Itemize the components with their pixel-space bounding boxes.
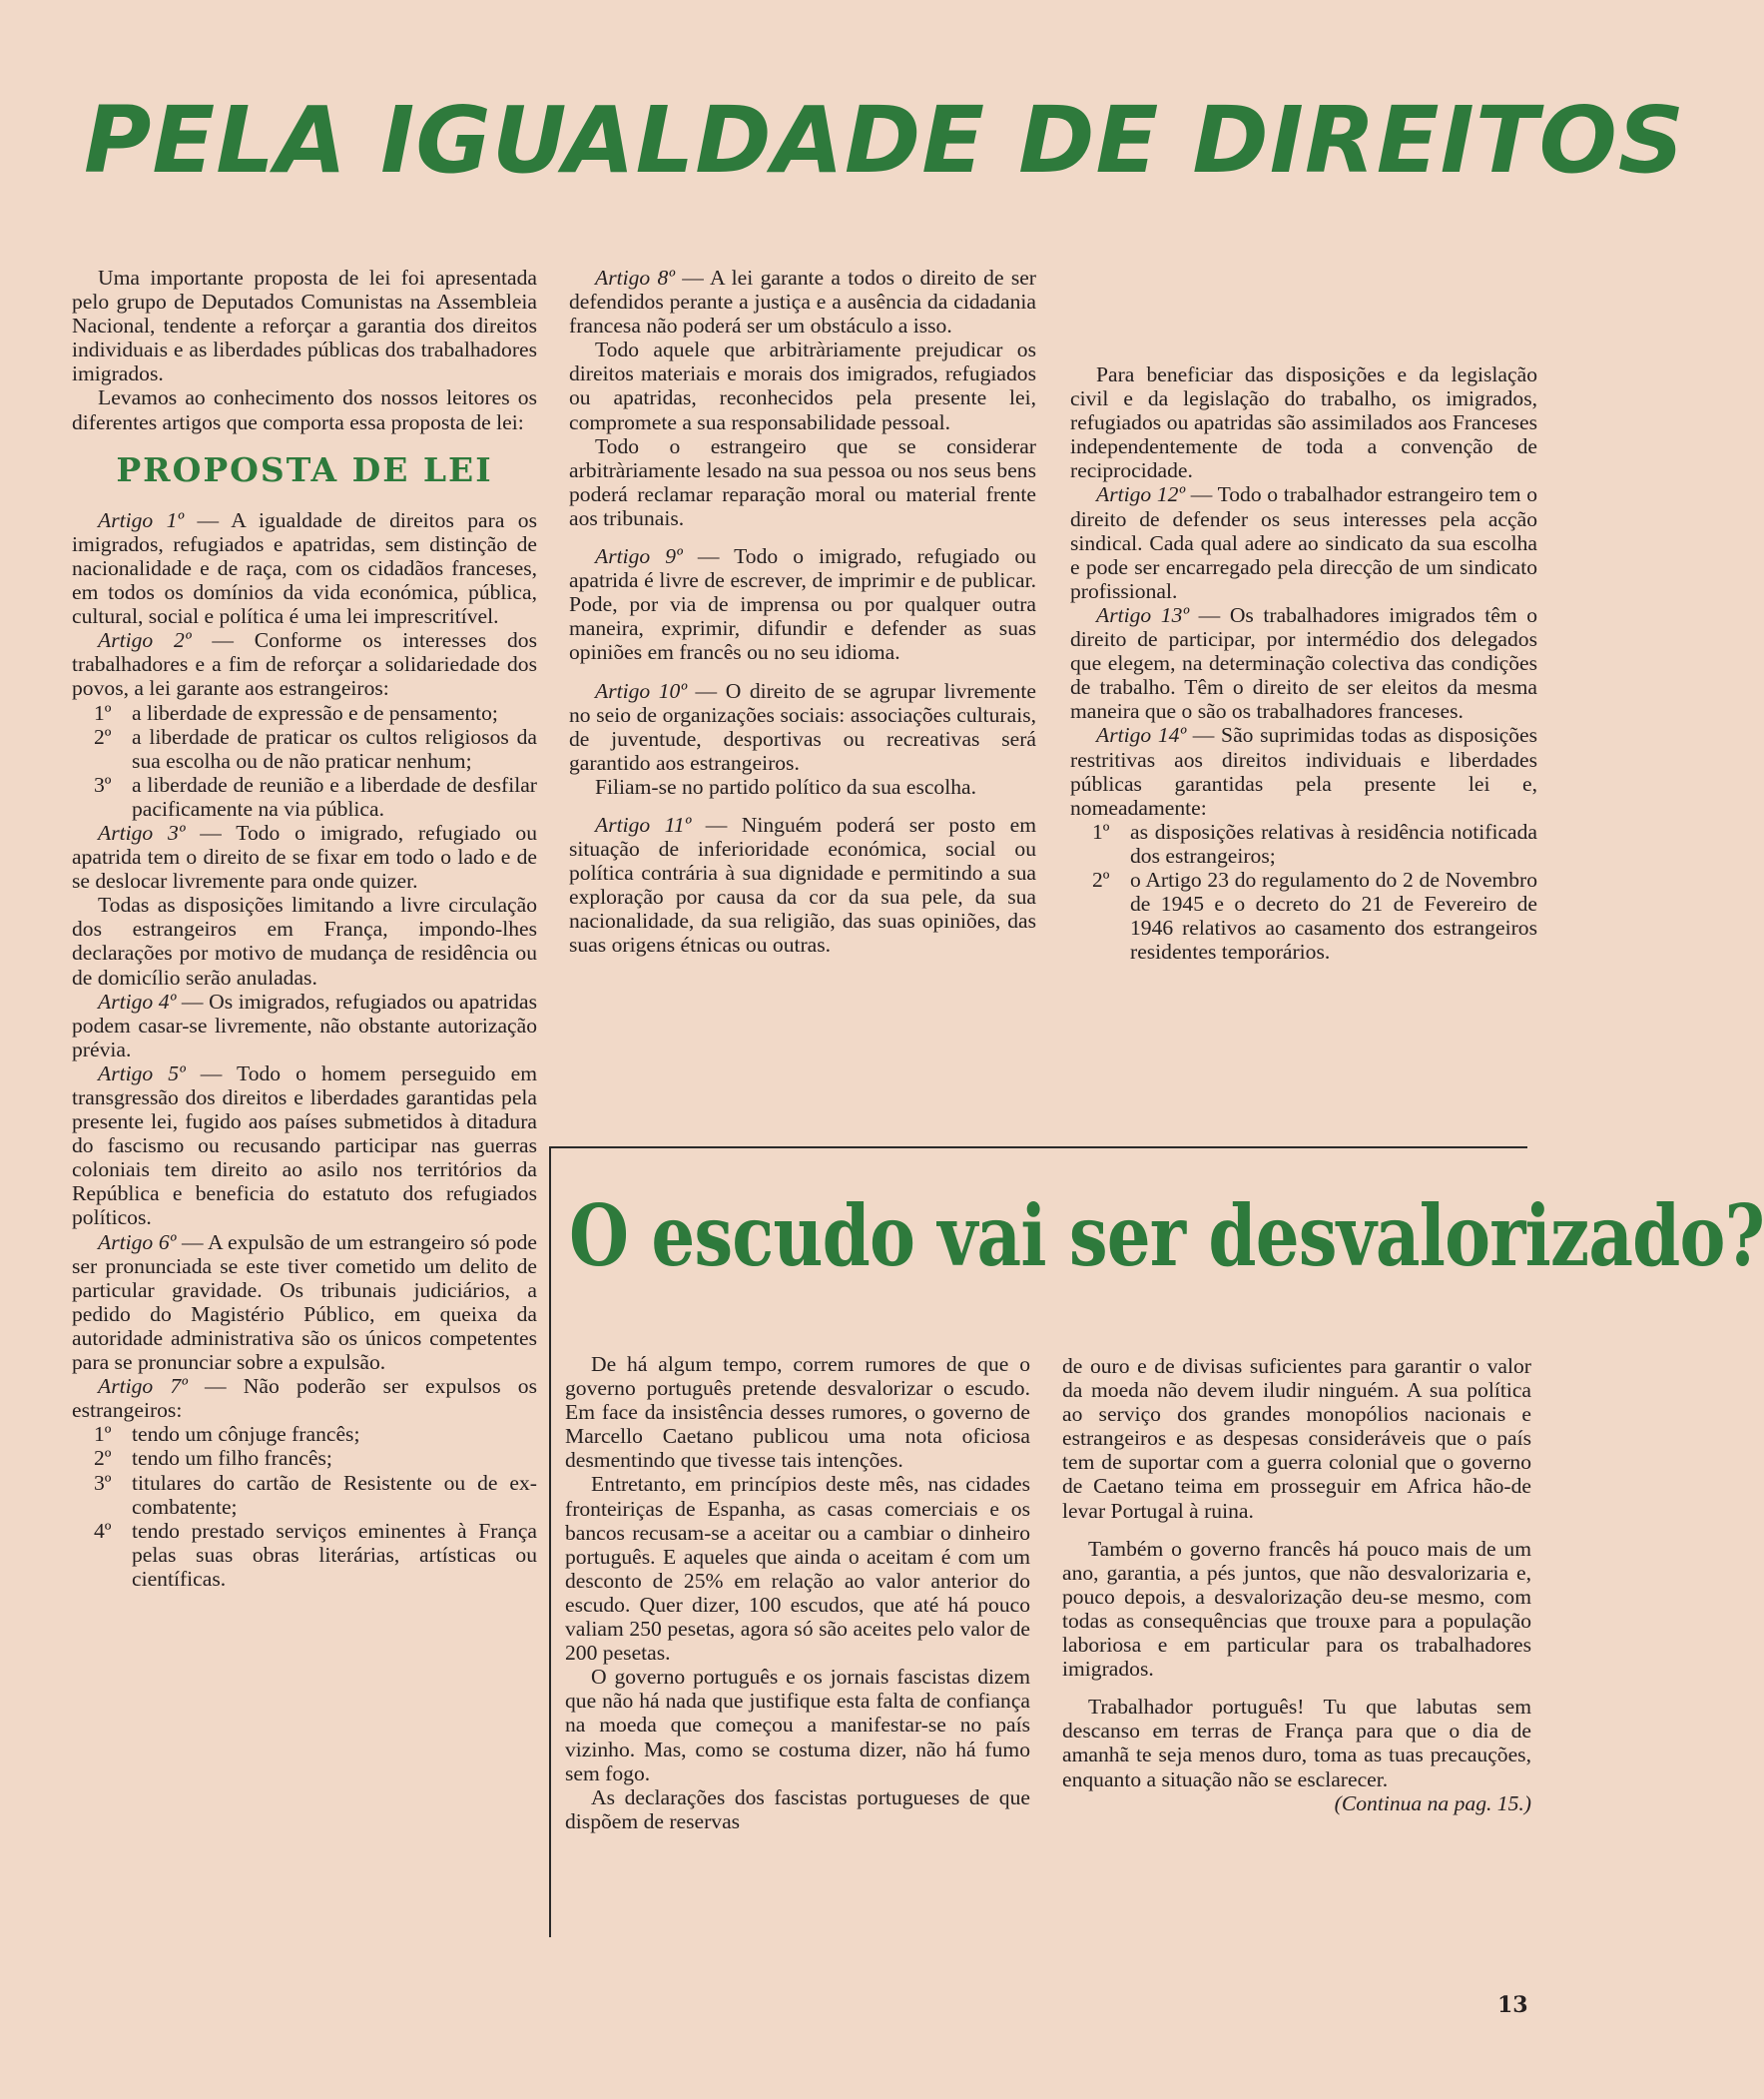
divider-rule-vertical [549, 1146, 551, 1937]
page-number: 13 [1497, 1992, 1528, 2018]
list-item: 3º a liberdade de reunião e a liberdade de desfilar pacificamente na via pública. [94, 772, 537, 821]
list-item: 1º as disposições relativas à residência notificada dos estrangeiros; [1092, 819, 1537, 868]
article-column-2 [569, 266, 1036, 958]
article-8-p2: Todo aquele que arbitràriamente prejudicar os direitos materiais e morais dos imigrados, refugiados ou apatridas, reconhecidos pela presente lei, compromete a sua responsabilidade pessoal. [569, 338, 1036, 434]
escudo-column-1 [565, 1352, 1030, 1833]
article-8-p3: Todo o estrangeiro que se considerar arbitràriamente lesado na sua pessoa ou nos seus bens poderá reclamar reparação moral ou material frente aos tribunais. [569, 433, 1036, 530]
article-3-extra: Todas as disposições limitando a livre circulação dos estrangeiros em França, impondo-lhes declarações por motivo de mudança de residência ou de domicílio serão anuladas. [72, 893, 537, 990]
article-column-3 [1070, 266, 1537, 964]
escudo-paragraph: As declarações dos fascistas portugueses de que dispõem de reservas [565, 1784, 1030, 1833]
intro-paragraph-1: Uma importante proposta de lei foi apresentada pelo grupo de Deputados Comunistas na Assembleia Nacional, tendente a reforçar a garantia dos direitos individuais e as liberdades públicas dos trabalhadores imigrados. [72, 266, 537, 386]
article-column-1 [72, 266, 537, 1591]
escudo-title: O escudo vai ser desvalorizado? [569, 1186, 1764, 1285]
article-6: Artigo 6º — A expulsão de um estrangeiro só pode ser pronunciada se este tiver cometido um delito de particular gravidade. Os tribunais judiciários, a pedido do Magistério Público, em queixa da autoridade administrativa são os únicos competentes para se pronunciar sobre a expulsão. [72, 1229, 537, 1375]
escudo-paragraph: O governo português e os jornais fascistas dizem que não há nada que justifique esta falta de confiança na moeda que começou a manifestar-se no país vizinho. Mas, como se costuma dizer, não há fumo sem fogo. [565, 1665, 1030, 1785]
escudo-paragraph: Entretanto, em princípios deste mês, nas cidades fronteiriças de Espanha, as casas comerciais e os bancos recusam-se a aceitar ou a cambiar o dinheiro português. E aqueles que ainda o aceitam é com um desconto de 25% em relação ao valor anterior do escudo. Quer dizer, 100 escudos, que até há pouco valiam 250 pesetas, agora só são aceites pelo valor de 200 pesetas. [565, 1472, 1030, 1666]
list-item: 3º titulares do cartão de Resistente ou de ex-combatente; [94, 1470, 537, 1519]
escudo-paragraph: Trabalhador português! Tu que labutas sem descanso em terras de França para que o dia de amanhã te seja menos duro, toma as tuas precauções, enquanto a situação não se esclarecer. [1062, 1695, 1531, 1791]
list-item: 1º a liberdade de expressão e de pensamento; [94, 700, 498, 725]
list-item: 2º o Artigo 23 do regulamento do 2 de Novembro de 1945 e o decreto do 21 de Fevereiro de 1946 relativos ao casamento dos estrangeiros residentes temporários. [1092, 867, 1537, 965]
article-14: Artigo 14º — São suprimidas todas as disposições restritivas aos direitos individuais e liberdades públicas garantidas pela presente lei e, nomeadamente: [1070, 723, 1537, 820]
article-9: Artigo 9º — Todo o imigrado, refugiado ou apatrida é livre de escrever, de imprimir e de publicar. Pode, por via de imprensa ou por qualquer outra maneira, exprimir, difundir e defender as suas opiniões em francês ou no seu idioma. [569, 544, 1037, 665]
article-12: Artigo 12º — Todo o trabalhador estrangeiro tem o direito de defender os seus interesses pela acção sindical. Cada qual adere ao sindicato da sua escolha e pode ser encarregado pela direcção de um sindicato profissional. [1070, 482, 1537, 603]
article-4: Artigo 4º — Os imigrados, refugiados ou apatridas podem casar-se livremente, não obstante autorização prévia. [72, 989, 538, 1061]
article-10: Artigo 10º — O direito de se agrupar livremente no seio de organizações sociais: associações culturais, de juventude, desportivas ou recreativas será garantido aos estrangeiros. [569, 678, 1036, 775]
article-7-list [72, 1422, 537, 1591]
list-item: 1º tendo um cônjuge francês; [94, 1422, 360, 1447]
escudo-column-2 [1062, 1354, 1531, 1815]
article-13: Artigo 13º — Os trabalhadores imigrados têm o direito de participar, por intermédio dos delegados que elegem, na determinação colectiva das condições de trabalho. Têm o direito de ser eleitos da mesma maneira que o são os trabalhadores franceses. [1070, 602, 1537, 724]
list-item: 4º tendo prestado serviços eminentes à França pelas suas obras literárias, artísticas ou científicas. [94, 1518, 537, 1591]
headline: PELA IGUALDADE DE DIREITOS [84, 87, 1686, 194]
article-7: Artigo 7º — Não poderão ser expulsos os estrangeiros: [72, 1374, 537, 1423]
intro-paragraph-2: Levamos ao conhecimento dos nossos leitores os diferentes artigos que comporta essa proposta de lei: [72, 385, 537, 434]
article-1: Artigo 1º — A igualdade de direitos para os imigrados, refugiados e apatridas, sem distinção de nacionalidade e de raça, com os cidadãos franceses, em todos os domínios da vida económica, pública, cultural, social e política é uma lei imprescritível. [72, 507, 537, 629]
article-2: Artigo 2º — Conforme os interesses dos trabalhadores e a fim de reforçar a solidariedade dos povos, a lei garante aos estrangeiros: [72, 628, 537, 701]
article-11: Artigo 11º — Ninguém poderá ser posto em situação de inferioridade económica, social ou política contrária à sua dignidade e permitindo a sua exploração por causa da cor da sua pele, da sua nacionalidade, da sua religião, das suas opiniões, das suas origens étnicas ou outras. [569, 812, 1036, 958]
article-5: Artigo 5º — Todo o homem perseguido em transgressão dos direitos e liberdades garantidas pela presente lei, fugido aos países submetidos à ditadura do fascismo ou recusando participar nas guerras coloniais tem direito ao asilo nos territórios da República e beneficia do estatuto dos refugiados políticos. [72, 1060, 537, 1230]
escudo-paragraph: de ouro e de divisas suficientes para garantir o valor da moeda não devem iludir ninguém. A sua política ao serviço dos grandes monopólios nacionais e estrangeiros e as despesas consideráveis que o país tem de suportar com a guerra colonial que o governo de Caetano teima em prosseguir em Africa hão-de levar Portugal à ruina. [1062, 1354, 1531, 1523]
escudo-paragraph: De há algum tempo, correm rumores de que o governo português pretende desvalorizar o escudo. Em face da insistência desses rumores, o governo de Marcello Caetano publicou uma nota oficiosa desmentindo que tivesse tais intenções. [565, 1352, 1030, 1473]
list-item: 2º tendo um filho francês; [94, 1446, 332, 1471]
article-2-list [72, 701, 537, 821]
subheading-proposta: PROPOSTA DE LEI [116, 449, 493, 489]
continued-note: (Continua na pag. 15.) [1334, 1790, 1531, 1815]
article-10-p2: Filiam-se no partido político da sua escolha. [595, 774, 977, 799]
article-11-p2: Para beneficiar das disposições e da legislação civil e da legislação do trabalho, os imigrados, refugiados ou apatridas são assimilados aos Franceses independentemente de toda a convenção de reciprocidade. [1070, 362, 1537, 483]
article-14-list [1070, 820, 1537, 965]
article-8: Artigo 8º — A lei garante a todos o direito de ser defendidos perante a justiça e a ausência da cidadania francesa não poderá ser um obstáculo a isso. [569, 266, 1037, 339]
article-3: Artigo 3º — Todo o imigrado, refugiado ou apatrida tem o direito de se fixar em todo o lado e de se deslocar livremente para onde quizer. [72, 820, 538, 894]
list-item: 2º a liberdade de praticar os cultos religiosos da sua escolha ou de não praticar nenhum; [94, 724, 537, 773]
escudo-paragraph: Também o governo francês há pouco mais de um ano, garantia, a pés juntos, que não desvalorizaria e, pouco depois, a desvalorização deu-se mesmo, com todas as consequências que trouxe para a população laboriosa e em particular para os trabalhadores imigrados. [1062, 1536, 1531, 1682]
divider-rule-horizontal [549, 1146, 1527, 1148]
